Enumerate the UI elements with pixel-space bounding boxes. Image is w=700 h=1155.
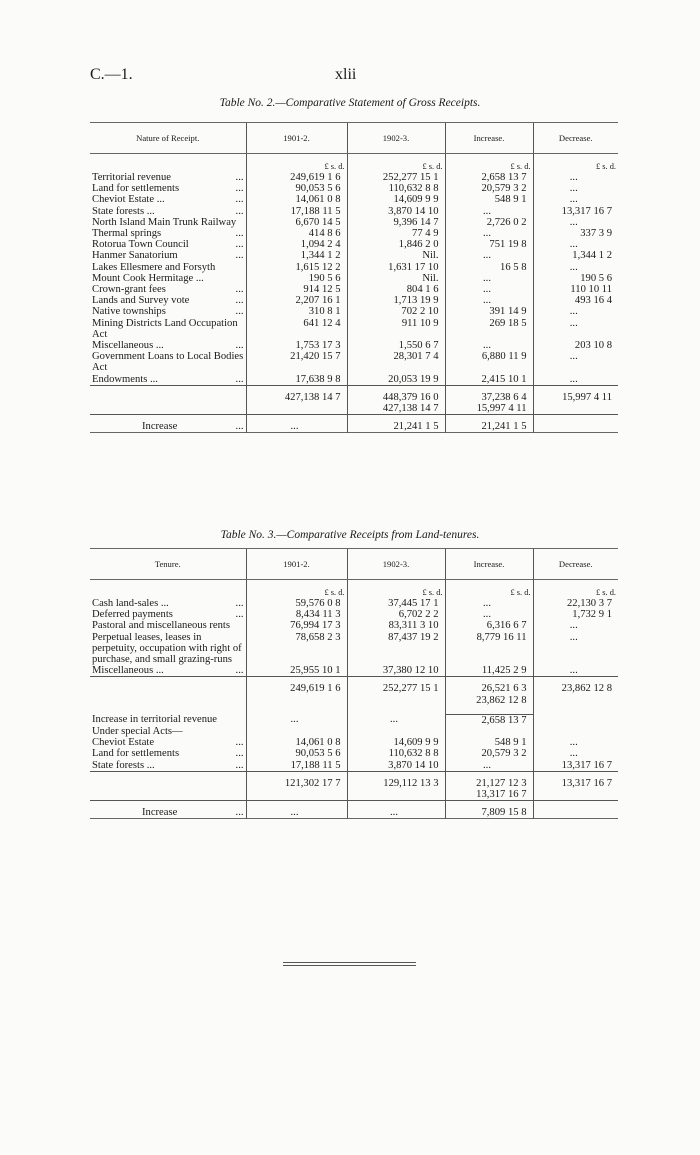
cell-decrease: ... [533, 183, 618, 194]
cell-1902-3: 110,632 8 8 [347, 183, 445, 194]
cell-increase: 391 14 9 [445, 306, 533, 317]
leader-dots: ... [235, 421, 244, 433]
table2-totals-row [90, 385, 618, 414]
cell-decrease: ... [533, 262, 618, 273]
table-row [90, 632, 618, 666]
row-label: Land for settlements [92, 748, 180, 760]
cell-1902-3: 3,870 14 10 [347, 760, 445, 772]
total-increase-gross: 37,238 6 4 [481, 391, 527, 403]
table-row [90, 262, 618, 273]
table-row [90, 609, 618, 620]
territorial-increase-label: Increase in territorial revenue [92, 714, 217, 726]
cell-increase: ... [445, 284, 533, 295]
table-row [90, 206, 618, 217]
subtotal-1902-3: 252,277 15 1 [347, 677, 445, 706]
cell-1901-2: 90,053 5 6 [246, 748, 347, 759]
cell-1901-2: 1,615 12 2 [246, 262, 347, 273]
subtotal-1901-2: 249,619 1 6 [246, 677, 347, 706]
row-label: Endowments ... [92, 373, 158, 385]
cell-decrease: ... [533, 239, 618, 250]
cell-decrease: 493 16 4 [533, 295, 618, 306]
leader-dots: ... [235, 807, 244, 819]
cell-increase: 6,880 11 9 [445, 351, 533, 373]
col-decrease: Decrease. [533, 549, 618, 580]
cell-1901-2: 17,188 11 5 [246, 760, 347, 772]
subtotal-increase-gross: 26,521 6 3 [481, 683, 527, 695]
cell-decrease: ... [533, 374, 618, 386]
table2-header-row [90, 123, 618, 154]
leader-dots: ... [235, 295, 244, 307]
table3-special-body [90, 737, 618, 771]
cell-decrease: 1,344 1 2 [533, 250, 618, 261]
cell-increase: 548 9 1 [445, 737, 533, 748]
cell-1901-2: 76,994 17 3 [246, 620, 347, 631]
col-increase: Increase. [445, 549, 533, 580]
cell-increase: 751 19 8 [445, 239, 533, 250]
unit-header: £ s. d. [246, 154, 347, 173]
cell-increase: 8,779 16 11 [445, 632, 533, 666]
row-name [90, 250, 246, 261]
row-label: Perpetual leases, leases in perpetuity, occupation with right of purchase, and small grazing-runs [92, 631, 242, 666]
cell-1901-2: 14,061 0 8 [246, 194, 347, 205]
total-decrease: 15,997 4 11 [533, 385, 618, 414]
table2-gross-receipts [90, 122, 618, 434]
cell-1902-3: 110,632 8 8 [347, 748, 445, 759]
increase-1902-3: 21,241 1 5 [347, 415, 445, 433]
row-name [90, 306, 246, 317]
row-label: Rotorua Town Council [92, 239, 189, 251]
total-1902-3-less: 427,138 14 7 [382, 403, 439, 415]
leader-dots: ... [235, 205, 244, 217]
row-name [90, 665, 246, 677]
cell-increase: ... [445, 295, 533, 306]
table3-subtotal-row [90, 677, 618, 706]
cell-1902-3: 1,550 6 7 [347, 340, 445, 351]
table-row [90, 194, 618, 205]
cell-decrease: ... [533, 306, 618, 317]
cell-1901-2: 641 12 4 [246, 318, 347, 340]
row-label: Cash land-sales ... [92, 598, 169, 609]
cell-increase: ... [445, 598, 533, 609]
row-name [90, 273, 246, 284]
row-label: Cheviot Estate [92, 737, 155, 749]
leader-dots: ... [235, 239, 244, 251]
row-label: Government Loans to Local Bodies Act [92, 351, 244, 374]
total-1902-3-gross: 448,379 16 0 [382, 391, 439, 403]
cell-decrease: ... [533, 620, 618, 631]
table-row [90, 351, 618, 373]
cell-1901-2: 25,955 10 1 [246, 665, 347, 677]
row-label: Territorial revenue [92, 172, 171, 183]
cell-1902-3: 3,870 14 10 [347, 206, 445, 217]
cell-increase: ... [445, 609, 533, 620]
subtotal-decrease: 23,862 12 8 [533, 677, 618, 706]
table-row [90, 172, 618, 183]
unit-header: £ s. d. [347, 580, 445, 599]
table-row [90, 239, 618, 250]
table-row [90, 217, 618, 228]
cell-decrease: 13,317 16 7 [533, 206, 618, 217]
territorial-decrease-empty [533, 714, 618, 726]
cell-1902-3: 1,631 17 10 [347, 262, 445, 273]
row-label: Miscellaneous ... [92, 665, 164, 677]
special-total-increase-gross: 21,127 12 3 [476, 777, 527, 789]
cell-1902-3: 77 4 9 [347, 228, 445, 239]
row-label: Lakes Ellesmere and Forsyth [92, 261, 216, 273]
col-1902-3: 1902-3. [347, 549, 445, 580]
cell-increase: 16 5 8 [445, 262, 533, 273]
col-decrease: Decrease. [533, 123, 618, 154]
cell-1901-2: 1,094 2 4 [246, 239, 347, 250]
row-label: Land for settlements [92, 183, 180, 195]
increase-1901-2: ... [246, 415, 347, 433]
table-row [90, 228, 618, 239]
cell-increase: 11,425 2 9 [445, 665, 533, 677]
cell-1902-3: 6,702 2 2 [347, 609, 445, 620]
cell-decrease: 22,130 3 7 [533, 598, 618, 609]
cell-increase: 2,415 10 1 [445, 374, 533, 386]
table2-body [90, 172, 618, 385]
cell-1901-2: 414 8 6 [246, 228, 347, 239]
leader-dots: ... [235, 194, 244, 206]
row-name [90, 737, 246, 748]
table-row [90, 374, 618, 386]
leader-dots: ... [235, 737, 244, 749]
special-total-increase-less: 13,317 16 7 [476, 789, 527, 801]
leader-dots: ... [235, 340, 244, 352]
table2-unit-row [90, 154, 618, 173]
cell-decrease: 110 10 11 [533, 284, 618, 295]
unit-header: £ s. d. [533, 154, 618, 173]
cell-1902-3: 1,713 19 9 [347, 295, 445, 306]
page-number: xlii [335, 66, 357, 83]
row-name [90, 206, 246, 217]
territorial-increase-row [90, 714, 618, 726]
row-name [90, 340, 246, 351]
total-increase [445, 385, 533, 414]
leader-dots: ... [235, 609, 244, 621]
cell-increase: 269 18 5 [445, 318, 533, 340]
row-name [90, 632, 246, 666]
cell-1902-3: 804 1 6 [347, 284, 445, 295]
cell-increase: ... [445, 228, 533, 239]
row-label: North Island Main Trunk Railway [92, 216, 237, 228]
col-tenure: Tenure. [90, 549, 246, 580]
unit-header: £ s. d. [533, 580, 618, 599]
cell-1902-3: 911 10 9 [347, 318, 445, 340]
cell-decrease: ... [533, 172, 618, 183]
row-label: Thermal springs [92, 228, 162, 240]
cell-decrease: ... [533, 194, 618, 205]
row-name [90, 598, 246, 609]
cell-1901-2: 1,344 1 2 [246, 250, 347, 261]
cell-1902-3: 9,396 14 7 [347, 217, 445, 228]
increase-decrease-empty [533, 415, 618, 433]
table-row [90, 306, 618, 317]
row-name [90, 295, 246, 306]
row-name [90, 760, 246, 772]
leader-dots: ... [235, 373, 244, 385]
leader-dots: ... [235, 183, 244, 195]
table-row [90, 273, 618, 284]
table-row [90, 620, 618, 631]
cell-decrease: ... [533, 632, 618, 666]
row-name [90, 228, 246, 239]
total-1901-2: 427,138 14 7 [246, 385, 347, 414]
cell-increase: ... [445, 273, 533, 284]
cell-1901-2: 17,188 11 5 [246, 206, 347, 217]
total-1902-3 [347, 385, 445, 414]
table-row [90, 340, 618, 351]
leader-dots: ... [235, 250, 244, 262]
cell-increase: ... [445, 206, 533, 217]
cell-decrease: ... [533, 748, 618, 759]
row-label: State forests ... [92, 205, 155, 217]
col-1902-3: 1902-3. [347, 123, 445, 154]
leader-dots: ... [235, 172, 244, 183]
cell-1902-3: Nil. [347, 273, 445, 284]
cell-1901-2: 1,753 17 3 [246, 340, 347, 351]
cell-1902-3: 28,301 7 4 [347, 351, 445, 373]
cell-increase: ... [445, 760, 533, 772]
cell-increase: 2,658 13 7 [445, 172, 533, 183]
cell-1902-3: 37,445 17 1 [347, 598, 445, 609]
table3-increase-row [90, 801, 618, 819]
cell-increase: 2,726 0 2 [445, 217, 533, 228]
increase-1901-2: ... [246, 801, 347, 819]
leader-dots: ... [235, 759, 244, 771]
table3-bottom-rule [90, 819, 618, 821]
cell-1902-3: 702 2 10 [347, 306, 445, 317]
special-total-1902-3: 129,112 13 3 [347, 771, 445, 800]
special-acts-heading: Under special Acts— [92, 726, 183, 738]
table2-increase-row [90, 415, 618, 433]
cell-1902-3: 252,277 15 1 [347, 172, 445, 183]
cell-increase: 6,316 6 7 [445, 620, 533, 631]
cell-1901-2: 310 8 1 [246, 306, 347, 317]
row-name [90, 183, 246, 194]
end-rule [283, 962, 416, 966]
leader-dots: ... [235, 748, 244, 760]
cell-decrease: 190 5 6 [533, 273, 618, 284]
cell-1902-3: 1,846 2 0 [347, 239, 445, 250]
row-label: Native townships [92, 306, 166, 318]
row-label: Cheviot Estate ... [92, 194, 165, 206]
increase-1902-3: ... [347, 801, 445, 819]
cell-increase: ... [445, 250, 533, 261]
cell-1901-2: 59,576 0 8 [246, 598, 347, 609]
row-label: Pastoral and miscellaneous rents [92, 620, 230, 632]
cell-decrease: ... [533, 737, 618, 748]
cell-increase: 20,579 3 2 [445, 183, 533, 194]
cell-1901-2: 249,619 1 6 [246, 172, 347, 183]
leader-dots: ... [235, 598, 244, 609]
cell-1901-2: 21,420 15 7 [246, 351, 347, 373]
unit-header: £ s. d. [347, 154, 445, 173]
row-name [90, 374, 246, 386]
table3-unit-row [90, 580, 618, 599]
increase-decrease-empty [533, 801, 618, 819]
cell-1901-2: 6,670 14 5 [246, 217, 347, 228]
row-label: Mining Districts Land Occupation Act [92, 317, 238, 340]
table-row [90, 665, 618, 677]
total-increase-less: 15,997 4 11 [476, 403, 527, 415]
document-code: C.—1. [90, 66, 133, 83]
leader-dots: ... [235, 306, 244, 318]
cell-1901-2: 14,061 0 8 [246, 737, 347, 748]
row-name [90, 351, 246, 373]
cell-decrease: 203 10 8 [533, 340, 618, 351]
row-name [90, 609, 246, 620]
row-name [90, 748, 246, 759]
cell-decrease: ... [533, 318, 618, 340]
leader-dots: ... [235, 284, 244, 296]
table3-special-totals-row [90, 771, 618, 800]
row-name [90, 217, 246, 228]
increase-increase: 21,241 1 5 [445, 415, 533, 433]
cell-decrease: ... [533, 217, 618, 228]
table-row [90, 284, 618, 295]
table2-bottom-rule [90, 433, 618, 435]
table-row [90, 183, 618, 194]
special-total-increase [445, 771, 533, 800]
subtotal-increase [445, 677, 533, 706]
cell-1902-3: 14,609 9 9 [347, 737, 445, 748]
row-name [90, 262, 246, 273]
row-label: Hanmer Sanatorium [92, 250, 178, 262]
leader-dots: ... [235, 228, 244, 240]
table-row [90, 295, 618, 306]
cell-1902-3: 37,380 12 10 [347, 665, 445, 677]
territorial-1901-2: ... [246, 714, 347, 726]
col-1901-2: 1901-2. [246, 123, 347, 154]
row-label: Deferred payments [92, 609, 173, 621]
cell-1902-3: 14,609 9 9 [347, 194, 445, 205]
cell-1902-3: Nil. [347, 250, 445, 261]
cell-increase: ... [445, 340, 533, 351]
table-row [90, 318, 618, 340]
special-acts-heading-row [90, 726, 618, 737]
table-row [90, 250, 618, 261]
territorial-increase: 2,658 13 7 [445, 714, 533, 726]
row-label: Mount Cook Hermitage ... [92, 272, 204, 284]
table2-title: Table No. 2.—Comparative Statement of Gross Receipts. [219, 97, 481, 109]
row-name [90, 284, 246, 295]
row-name [90, 194, 246, 205]
cell-1902-3: 20,053 19 9 [347, 374, 445, 386]
table3-land-tenures [90, 548, 618, 820]
increase-increase: 7,809 15 8 [445, 801, 533, 819]
row-label: Lands and Survey vote [92, 295, 190, 307]
row-name [90, 620, 246, 631]
special-total-1901-2: 121,302 17 7 [246, 771, 347, 800]
row-label: State forests ... [92, 759, 155, 771]
cell-decrease: 337 3 9 [533, 228, 618, 239]
cell-1901-2: 90,053 5 6 [246, 183, 347, 194]
col-nature-of-receipt: Nature of Receipt. [90, 123, 246, 154]
row-name [90, 172, 246, 183]
table3-title: Table No. 3.—Comparative Receipts from Land-tenures. [220, 529, 480, 541]
special-total-decrease: 13,317 16 7 [533, 771, 618, 800]
table-row [90, 748, 618, 759]
increase-label: Increase [142, 807, 178, 819]
unit-header: £ s. d. [445, 154, 533, 173]
increase-label: Increase [142, 421, 178, 433]
leader-dots: ... [235, 665, 244, 677]
cell-1901-2: 78,658 2 3 [246, 632, 347, 666]
table-row [90, 760, 618, 772]
cell-decrease: 1,732 9 1 [533, 609, 618, 620]
cell-increase: 548 9 1 [445, 194, 533, 205]
cell-decrease: 13,317 16 7 [533, 760, 618, 772]
unit-header: £ s. d. [445, 580, 533, 599]
cell-decrease: ... [533, 351, 618, 373]
row-name [90, 239, 246, 250]
table3-header-row [90, 549, 618, 580]
table3-body [90, 598, 618, 677]
cell-1901-2: 8,434 11 3 [246, 609, 347, 620]
row-name [90, 318, 246, 340]
cell-1901-2: 17,638 9 8 [246, 374, 347, 386]
territorial-1902-3: ... [347, 714, 445, 726]
row-label: Crown-grant fees [92, 284, 166, 296]
cell-1901-2: 190 5 6 [246, 273, 347, 284]
unit-header: £ s. d. [246, 580, 347, 599]
col-increase: Increase. [445, 123, 533, 154]
cell-1902-3: 87,437 19 2 [347, 632, 445, 666]
subtotal-increase-less: 23,862 12 8 [476, 694, 527, 706]
cell-decrease: ... [533, 665, 618, 677]
cell-1902-3: 83,311 3 10 [347, 620, 445, 631]
cell-1901-2: 2,207 16 1 [246, 295, 347, 306]
page-header [0, 66, 700, 90]
table-row [90, 598, 618, 609]
table-row [90, 737, 618, 748]
row-label: Miscellaneous ... [92, 340, 164, 352]
col-1901-2: 1901-2. [246, 549, 347, 580]
cell-increase: 20,579 3 2 [445, 748, 533, 759]
cell-1901-2: 914 12 5 [246, 284, 347, 295]
